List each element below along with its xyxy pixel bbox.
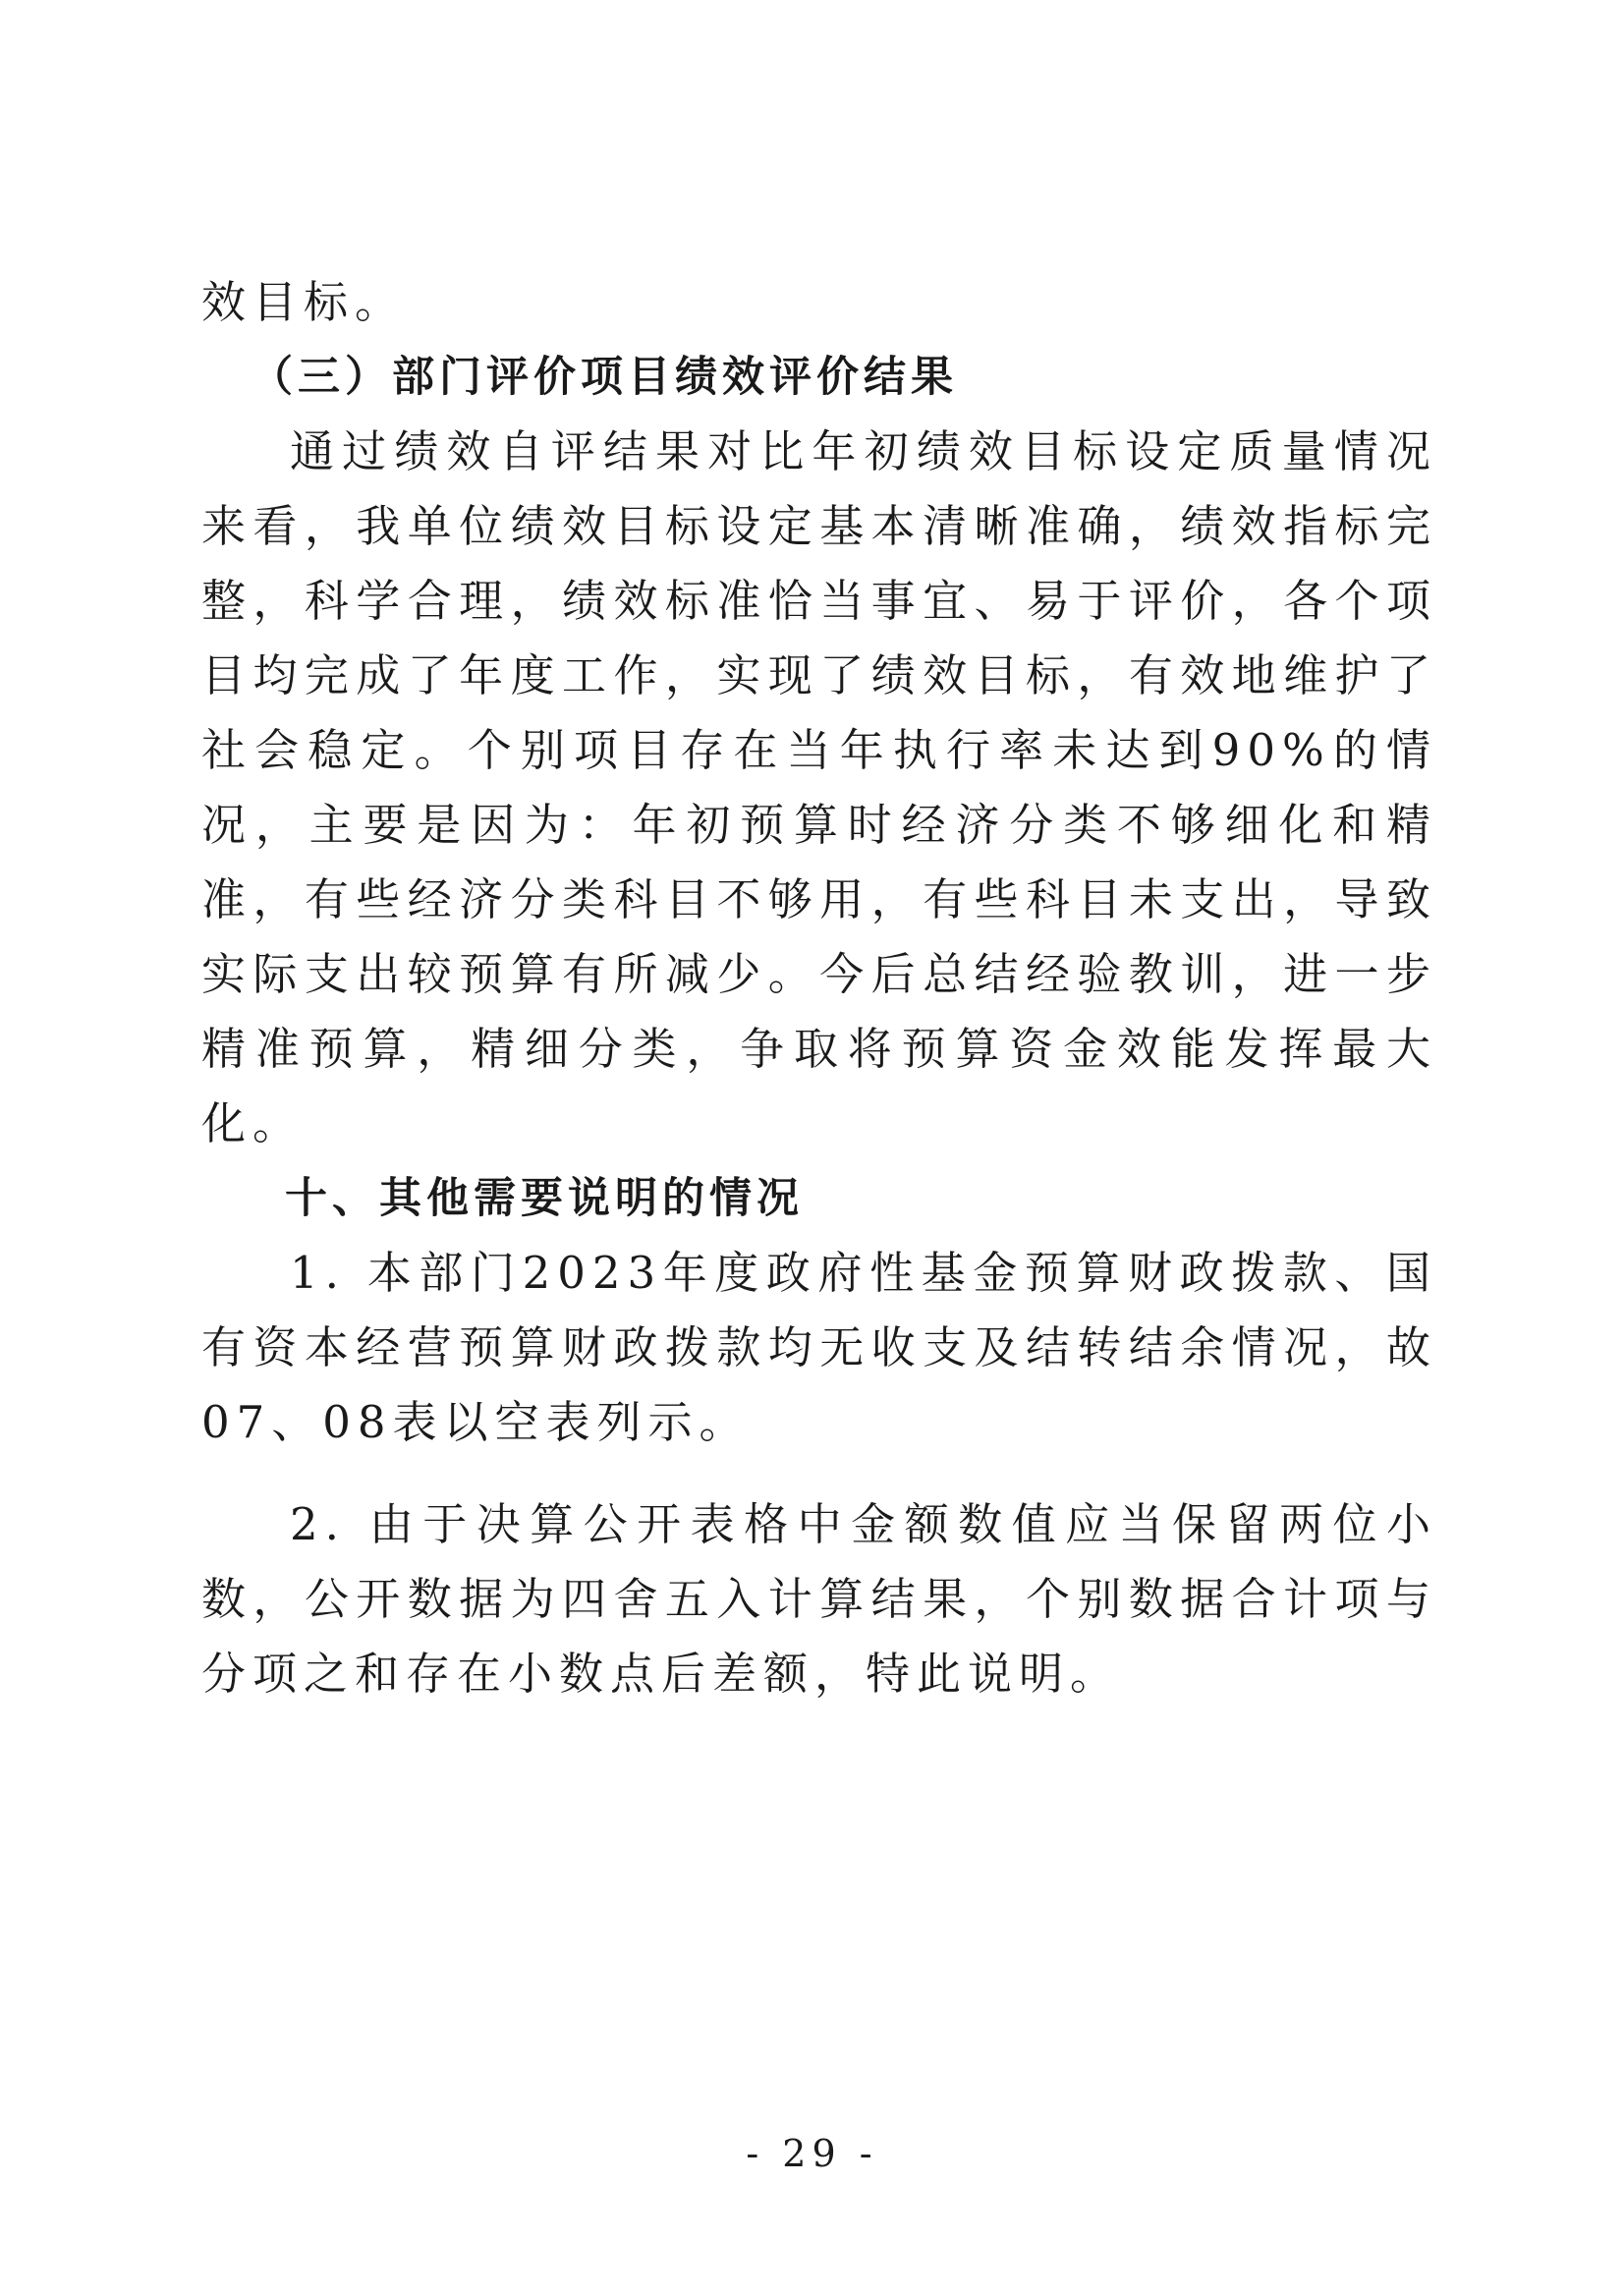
section-10-item-2: 2. 由于决算公开表格中金额数值应当保留两位小数，公开数据为四舍五入计算结果，个别数据合计项与分项之和存在小数点后差额，特此说明。: [201, 1498, 1437, 1700]
section-10-heading: 十、其他需要说明的情况: [285, 1174, 804, 1223]
section-10-item-1: 1. 本部门2023年度政府性基金预算财政拨款、国有资本经营预算财政拨款均无收支及结转结余情况，故07、08表以空表列示。: [201, 1247, 1437, 1448]
continued-paragraph: 效目标。: [201, 276, 407, 328]
page-number: - 29 -: [746, 2132, 878, 2175]
section-3-heading: （三）部门评价项目绩效评价结果: [251, 353, 958, 402]
section-3-body: 通过绩效自评结果对比年初绩效目标设定质量情况来看，我单位绩效目标设定基本清晰准确，绩效指标完整，科学合理，绩效标准恰当事宜、易于评价，各个项目均完成了年度工作，实现了绩效目标，有效地维护了社会稳定。个别项目存在当年执行率未达到90%的情况，主要是因为：年初预算时经济分类不够细化和精准，有些经济分类科目不够用，有些科目未支出，导致实际支出较预算有所减少。今后总结经验教训，进一步精准预算，精细分类，争取将预算资金效能发挥最大化。: [201, 425, 1437, 1149]
document-body: [201, 265, 1437, 1711]
